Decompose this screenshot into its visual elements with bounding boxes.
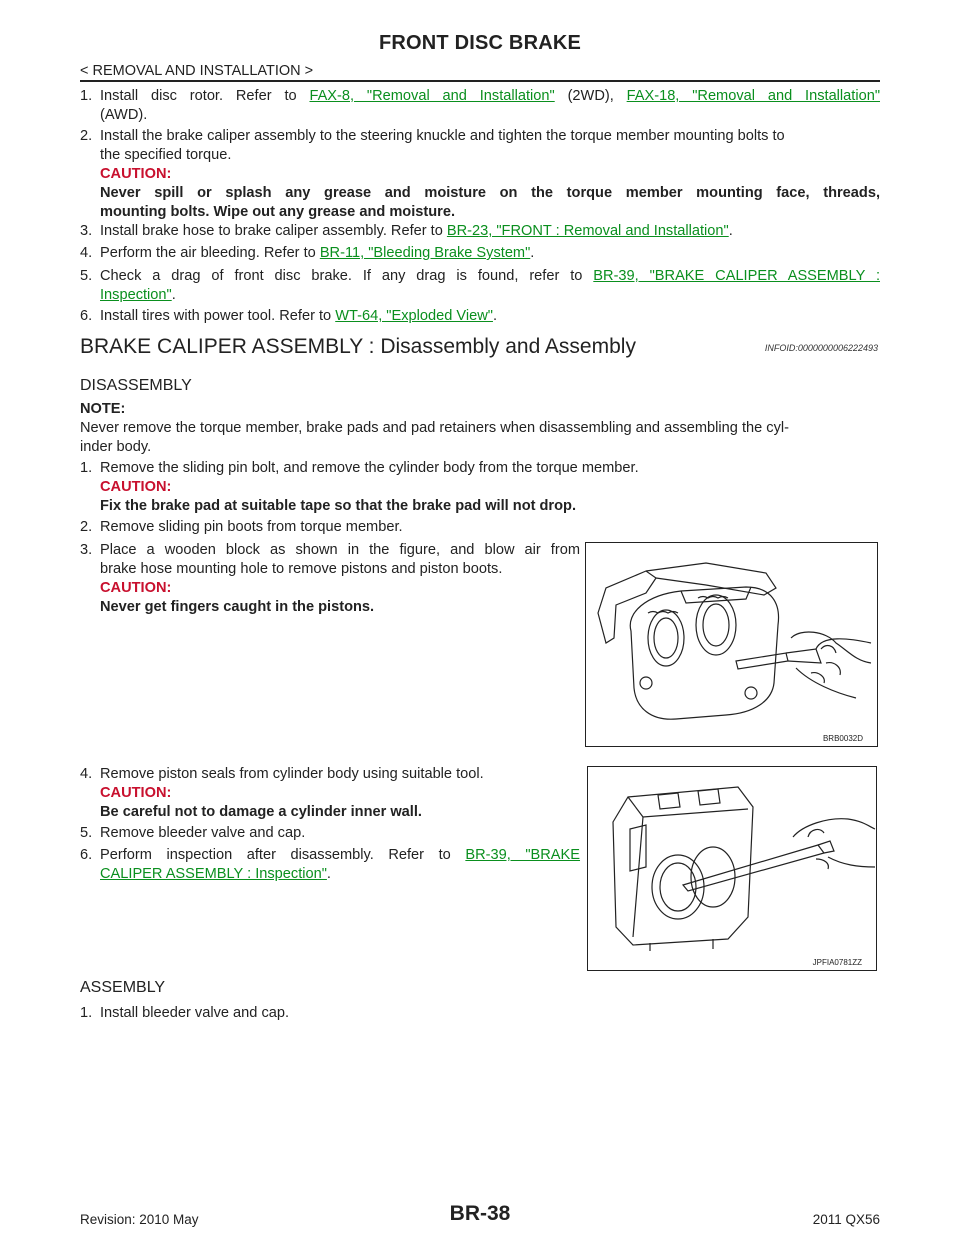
disassembly-step-3: 3. Place a wooden block as shown in the figure, and blow air from brake hose mounting hole to remove pistons and piston boots. CAUTION: Never get fingers caught in the pistons. (80, 542, 580, 615)
section-title: BRAKE CALIPER ASSEMBLY : Disassembly and Assembly (80, 335, 636, 358)
footer-revision: Revision: 2010 May (80, 1212, 199, 1227)
install-step-4: 4. Perform the air bleeding. Refer to BR-11, "Bleeding Brake System". (80, 245, 535, 261)
disassembly-step-6: 6. Perform inspection after disassembly. Refer to BR-39, "BRAKE CALIPER ASSEMBLY : Inspection". (80, 847, 581, 882)
link-br-39-inspection[interactable]: BR-39, "BRAKE CALIPER ASSEMBLY : (593, 268, 880, 284)
disassembly-note: NOTE: Never remove the torque member, brake pads and pad retainers when disassembling and assembling the cyl- inder body. (80, 400, 880, 457)
figure-code: BRB0032D (822, 734, 863, 743)
caution-label: CAUTION: (100, 785, 172, 801)
footer-page-number: BR-38 (449, 1202, 511, 1225)
cylinder-seal-tool-illustration (588, 767, 876, 970)
assembly-step-1: 1. Install bleeder valve and cap. (80, 1005, 290, 1021)
link-br-23[interactable]: BR-23, "FRONT : Removal and Installation" (446, 223, 729, 239)
caution-label: CAUTION: (100, 580, 172, 596)
link-wt-64[interactable]: WT-64, "Exploded View" (335, 308, 493, 324)
page-title: FRONT DISC BRAKE (378, 32, 582, 54)
link-br-39-brake-cont[interactable]: CALIPER ASSEMBLY : Inspection" (100, 866, 327, 882)
figure-code: JPFIA0781ZZ (812, 958, 862, 967)
breadcrumb: < REMOVAL AND INSTALLATION > (80, 63, 314, 79)
disassembly-step-5: 5. Remove bleeder valve and cap. (80, 825, 306, 841)
link-fax-18[interactable]: FAX-18, "Removal and Installation" (626, 88, 880, 104)
link-fax-8[interactable]: FAX-8, "Removal and Installation" (309, 88, 555, 104)
caliper-air-blow-illustration (586, 543, 877, 746)
caution-label: CAUTION: (100, 166, 172, 182)
link-br-39-inspection-cont[interactable]: Inspection" (100, 287, 172, 303)
install-step-1: 1. Install disc rotor. Refer to FAX-8, "Removal and Installation" (2WD), FAX-18, "Removal and Installation" (AWD). (80, 88, 880, 123)
install-step-2: 2. Install the brake caliper assembly to the steering knuckle and tighten the torque member mounting bolts to the specified torque. CAUTION: Never spill or splash any grease and moisture on the torque member mounting face, threads, mounting bolts. Wipe out any grease and moisture. (80, 128, 880, 220)
disassembly-step-1: 1. Remove the sliding pin bolt, and remove the cylinder body from the torque member. CAUTION: Fix the brake pad at suitable tape so that the brake pad will not drop. (80, 459, 880, 516)
figure-piston-seal-removal (587, 766, 877, 971)
install-step-5: 5. Check a drag of front disc brake. If any drag is found, refer to BR-39, "BRAKE CALIPER ASSEMBLY : Inspection". (80, 268, 880, 303)
caution-label: CAUTION: (100, 479, 172, 495)
note-label: NOTE: (80, 401, 126, 417)
link-br-39-brake[interactable]: BR-39, "BRAKE (465, 847, 581, 863)
disassembly-step-4: 4. Remove piston seals from cylinder body using suitable tool. CAUTION: Be careful not to damage a cylinder inner wall. (80, 765, 580, 822)
assembly-heading: ASSEMBLY (80, 979, 166, 996)
header-divider (80, 80, 880, 82)
link-br-11[interactable]: BR-11, "Bleeding Brake System" (319, 245, 531, 261)
disassembly-step-2: 2. Remove sliding pin boots from torque member. (80, 519, 403, 535)
figure-piston-removal (585, 542, 878, 747)
footer-model: 2011 QX56 (812, 1212, 880, 1227)
install-step-6: 6. Install tires with power tool. Refer to WT-64, "Exploded View". (80, 308, 498, 324)
info-id: INFOID:0000000006222493 (764, 343, 878, 353)
install-step-3: 3. Install brake hose to brake caliper assembly. Refer to BR-23, "FRONT : Removal and Installation". (80, 223, 733, 239)
disassembly-heading: DISASSEMBLY (80, 377, 192, 394)
